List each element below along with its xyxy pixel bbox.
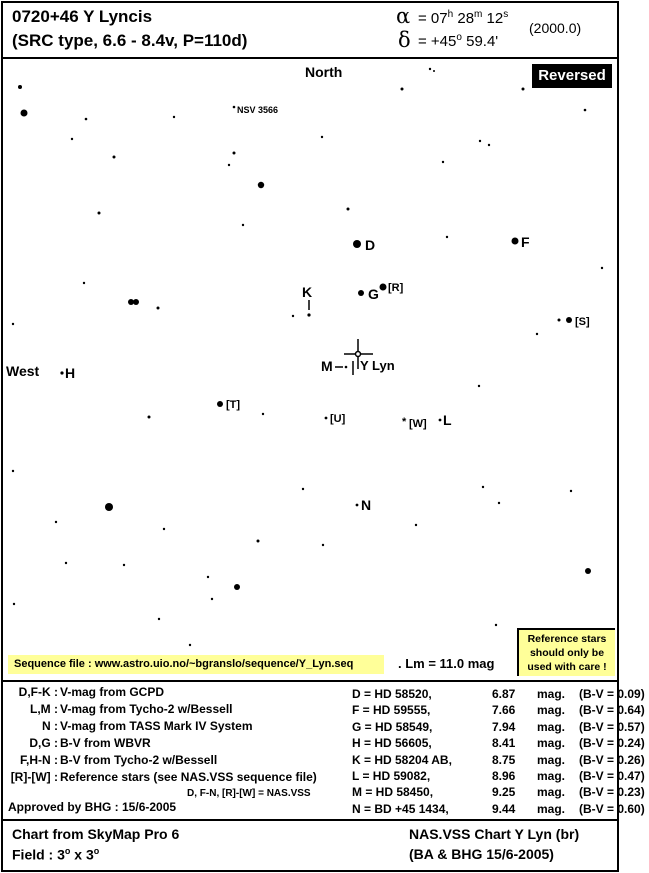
label-s: [S] bbox=[575, 316, 590, 328]
dec-value: = $+45^o$ 59.4' bbox=[418, 32, 499, 50]
chart-divider bbox=[1, 680, 617, 682]
field-star bbox=[71, 138, 73, 140]
field-star bbox=[321, 136, 323, 138]
epoch: (2000.0) bbox=[529, 20, 582, 36]
field-star bbox=[257, 540, 260, 543]
table-row: G = HD 58549, 7.94 mag. (B-V = 0.57) bbox=[352, 719, 645, 734]
field-star bbox=[570, 490, 572, 492]
field-star bbox=[479, 140, 481, 142]
chart-name: NAS.VSS Chart Y Lyn (br) bbox=[409, 826, 580, 842]
label-m: M bbox=[321, 358, 333, 374]
field-star bbox=[18, 85, 22, 89]
limiting-magnitude: . Lm = 11.0 mag bbox=[398, 656, 495, 671]
table-row: H = HD 56605, 8.41 mag. (B-V = 0.24) bbox=[352, 736, 645, 751]
label-k: K bbox=[302, 284, 313, 300]
field-star bbox=[495, 624, 497, 626]
ra-value: = $07^h$ 28$^m$ 12$^s$ bbox=[418, 9, 509, 27]
star-t bbox=[217, 401, 223, 407]
star-l bbox=[439, 419, 442, 422]
variable-label: Y Lyn bbox=[360, 358, 395, 373]
label-h: H bbox=[65, 365, 76, 381]
field-star bbox=[207, 576, 209, 578]
label-f: F bbox=[521, 234, 530, 250]
north-label: North bbox=[305, 64, 343, 80]
field-star bbox=[302, 488, 304, 490]
chart-credit: (BA & BHG 15/6-2005) bbox=[409, 846, 554, 862]
field-star bbox=[189, 644, 191, 646]
label-d: D bbox=[365, 237, 376, 253]
alpha-symbol: α bbox=[396, 4, 411, 28]
field-star bbox=[133, 299, 139, 305]
field-star bbox=[211, 598, 213, 600]
field-star bbox=[233, 152, 236, 155]
field-star bbox=[163, 528, 165, 530]
star-chart bbox=[3, 59, 615, 683]
field-star bbox=[401, 88, 404, 91]
table-row: D = HD 58520, 6.87 mag. (B-V = 0.09) bbox=[352, 687, 645, 701]
field-star bbox=[242, 224, 244, 226]
label-n: N bbox=[361, 497, 372, 513]
field-star bbox=[584, 109, 587, 112]
field-star bbox=[158, 618, 160, 620]
field-star bbox=[522, 88, 525, 91]
label-l: L bbox=[443, 412, 452, 428]
star-d bbox=[353, 240, 361, 248]
field-star bbox=[83, 282, 85, 284]
delta-symbol: δ bbox=[398, 28, 411, 52]
field-star bbox=[478, 385, 480, 387]
field-star bbox=[258, 182, 264, 188]
table-row: F = HD 59555, 7.66 mag. (B-V = 0.64) bbox=[352, 703, 645, 718]
nas-note: D, F-N, [R]-[W] = NAS.VSS bbox=[187, 788, 311, 799]
star-s bbox=[566, 317, 572, 323]
nsv-star bbox=[233, 106, 236, 109]
field-star bbox=[429, 68, 431, 70]
field-star bbox=[262, 413, 264, 415]
star-u bbox=[325, 417, 328, 420]
star-h bbox=[60, 371, 63, 374]
star-g bbox=[358, 290, 364, 296]
field-star bbox=[157, 307, 160, 310]
source-notes: D,F-K : V-mag from GCPD L,M : V-mag from Tycho-2 w/Bessell N : V-mag from TASS Mark IV System D,G : B-V from WBVR F,H-N : B-V from Tycho-2 w/Bessell [R]-[W] : Reference stars (see NAS.VSS sequence file) bbox=[10, 685, 317, 784]
nsv-label: NSV 3566 bbox=[237, 105, 279, 115]
label-w: [W] bbox=[409, 418, 427, 430]
table-row: M = HD 58450, 9.25 mag. (B-V = 0.23) bbox=[352, 785, 645, 800]
field-star bbox=[482, 486, 484, 488]
star-f bbox=[512, 238, 519, 245]
field-star bbox=[446, 236, 448, 238]
field-star bbox=[442, 161, 444, 163]
table-row: N = BD +45 1434, 9.44 mag. (B-V = 0.60) bbox=[352, 801, 645, 816]
field-star bbox=[234, 584, 240, 590]
chart-source: Chart from SkyMap Pro 6 bbox=[12, 826, 180, 842]
field-star bbox=[21, 110, 28, 117]
field-star bbox=[433, 70, 435, 72]
field-star bbox=[98, 212, 101, 215]
field-star bbox=[12, 323, 14, 325]
reversed-badge: Reversed bbox=[532, 64, 612, 88]
field-star bbox=[12, 470, 14, 472]
label-t: [T] bbox=[226, 399, 241, 411]
label-r: [R] bbox=[388, 282, 404, 294]
sequence-file: Sequence file : www.astro.uio.no/~bgranslo/sequence/Y_Lyn.seq bbox=[8, 655, 384, 674]
chart-title: 0720+46 Y Lyncis bbox=[12, 7, 153, 26]
label-w-marker: * bbox=[402, 416, 407, 428]
field-star bbox=[488, 144, 490, 146]
table-row: K = HD 58204 AB, 8.75 mag. (B-V = 0.26) bbox=[352, 752, 645, 767]
field-star bbox=[601, 267, 603, 269]
reference-warning: Reference stars should only be used with care ! bbox=[517, 628, 615, 676]
field-star bbox=[123, 564, 125, 566]
field-star bbox=[228, 164, 230, 166]
field-star bbox=[55, 521, 57, 523]
field-star bbox=[536, 333, 538, 335]
footer-divider bbox=[1, 819, 617, 821]
field-star bbox=[113, 156, 116, 159]
field-star bbox=[173, 116, 175, 118]
field-star bbox=[292, 315, 294, 317]
field-star bbox=[148, 416, 151, 419]
field-star bbox=[105, 503, 113, 511]
field-star bbox=[13, 603, 15, 605]
field-star bbox=[585, 568, 591, 574]
field-star bbox=[322, 544, 324, 546]
field-star bbox=[558, 319, 561, 322]
table-row: L = HD 59082, 8.96 mag. (B-V = 0.47) bbox=[352, 769, 645, 784]
star-n bbox=[356, 504, 359, 507]
field-star bbox=[85, 118, 88, 121]
star-r bbox=[380, 284, 387, 291]
star-k bbox=[307, 313, 310, 316]
field-star bbox=[415, 524, 417, 526]
comparison-table bbox=[352, 686, 649, 817]
approved: Approved by BHG : 15/6-2005 bbox=[8, 800, 177, 814]
field-star bbox=[65, 562, 67, 564]
chart-subtitle: (SRC type, 6.6 - 8.4v, P=110d) bbox=[12, 31, 248, 50]
field-star bbox=[347, 208, 350, 211]
field-star bbox=[498, 502, 500, 504]
west-label: West bbox=[6, 363, 40, 379]
label-u: [U] bbox=[330, 413, 346, 425]
star-m bbox=[345, 366, 348, 369]
field-size: Field : 3$^o$ x 3$^o$ bbox=[12, 846, 100, 863]
label-g: G bbox=[368, 286, 379, 302]
